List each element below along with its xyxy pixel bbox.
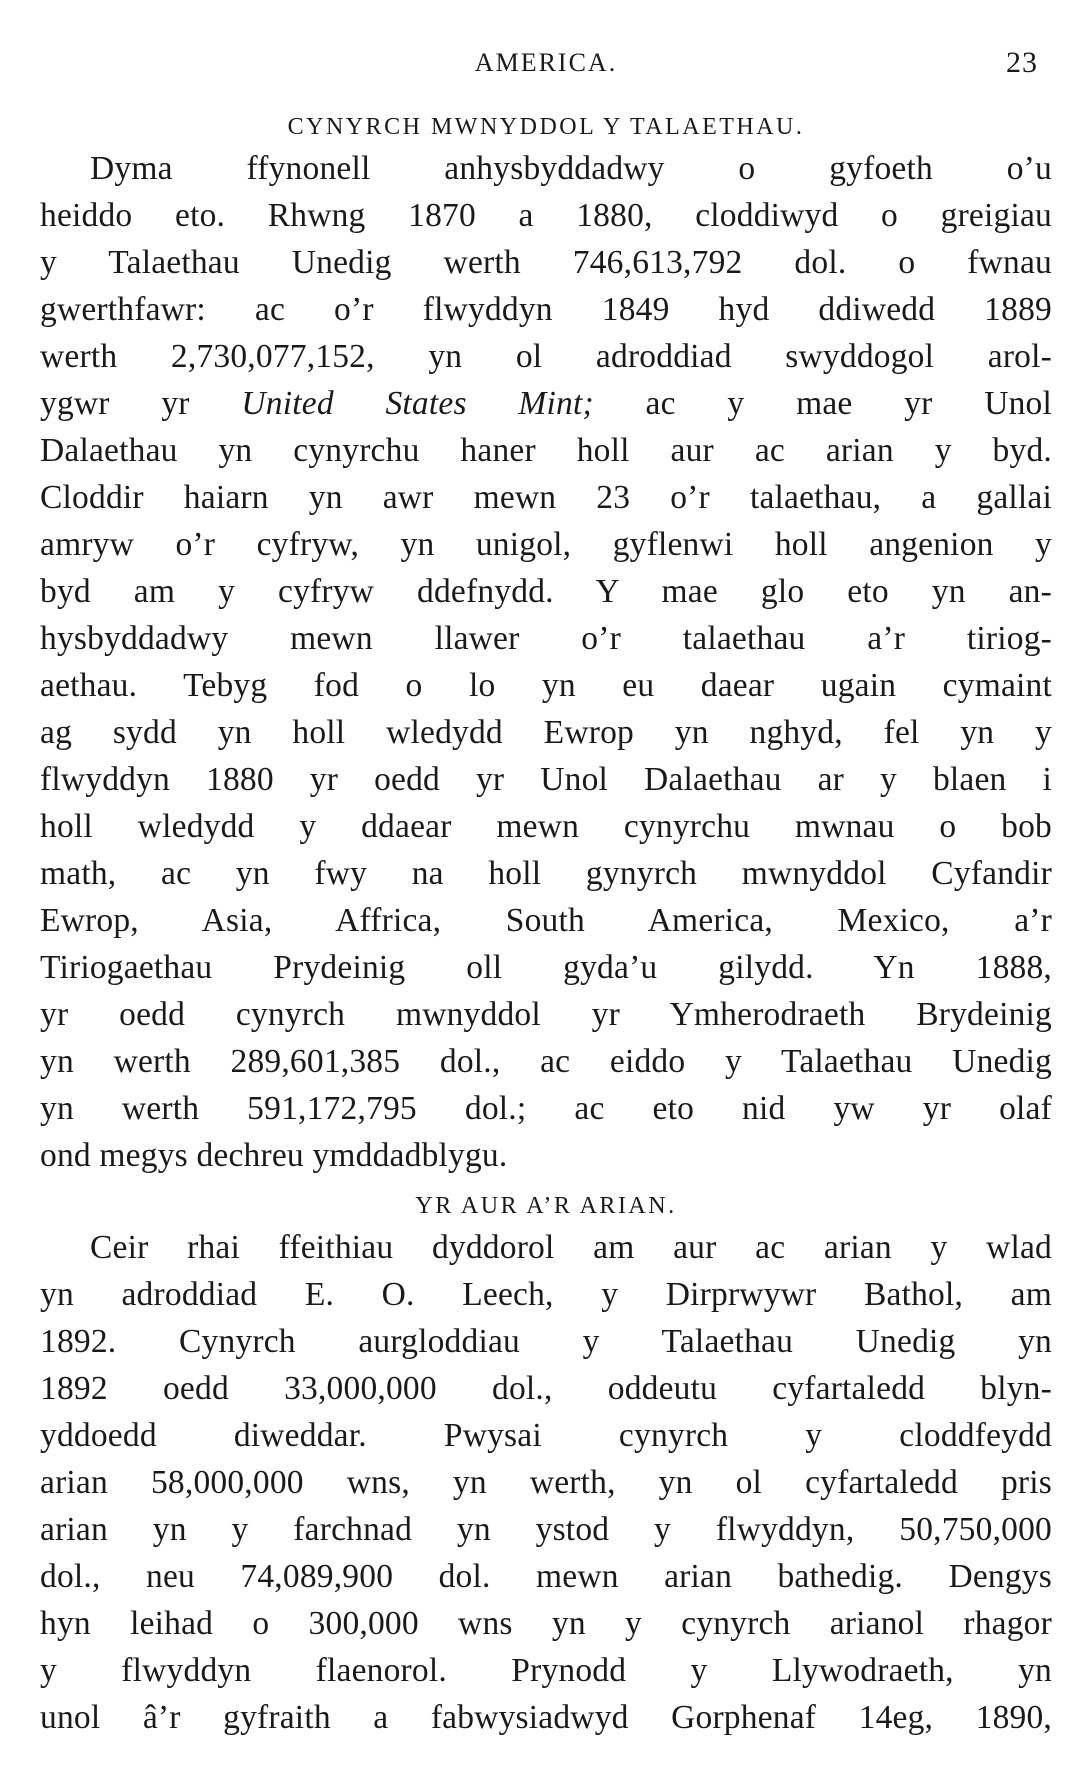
book-page [40,36,1052,1741]
page-number: 23 [1006,46,1038,79]
text-line: yn werth 289,601,385 dol., ac eiddo y Talaethau Unedig [40,1043,1052,1080]
text-line: yn werth 591,172,795 dol.; ac eto nid yw yr olaf [40,1090,1052,1127]
text-line: arian yn y farchnad yn ystod y flwyddyn, 50,750,000 [40,1511,1052,1548]
text-line: Tiriogaethau Prydeinig oll gyda’u gilydd. Yn 1888, [40,949,1052,986]
text-line: Cloddir haiarn yn awr mewn 23 o’r talaethau, a gallai [40,479,1052,516]
text-line: yr oedd cynyrch mwnyddol yr Ymherodraeth Brydeinig [40,996,1052,1033]
text-segment: ac y mae yr Unol [593,385,1052,422]
running-head [40,36,1052,86]
text-line: y flwyddyn flaenorol. Prynodd y Llywodraeth, yn [40,1652,1052,1689]
text-line: flwyddyn 1880 yr oedd yr Unol Dalaethau ar y blaen i [40,761,1052,798]
text-line: Dyma ffynonell anhysbyddadwy o gyfoeth o’u [90,150,1052,187]
text-line: ag sydd yn holl wledydd Ewrop yn nghyd, fel yn y [40,714,1052,751]
text-line: gwerthfawr: ac o’r flwyddyn 1849 hyd ddiwedd 1889 [40,291,1052,328]
running-title: AMERICA. [474,48,618,77]
text-line: hyn leihad o 300,000 wns yn y cynyrch arianol rhagor [40,1605,1052,1642]
text-line: unol â’r gyfraith a fabwysiadwyd Gorphenaf 14eg, 1890, [40,1699,1052,1736]
text-line: aethau. Tebyg fod o lo yn eu daear ugain cymaint [40,667,1052,704]
text-line: Ewrop, Asia, Affrica, South America, Mexico, a’r [40,902,1052,939]
text-line: Ceir rhai ffeithiau dyddorol am aur ac arian y wlad [90,1229,1052,1266]
paragraph-gold-silver [40,1224,1052,1741]
text-line [40,380,1052,427]
italic-title: United States Mint; [241,385,594,422]
section-heading-mineral-products: CYNYRCH MWNYDDOL Y TALAETHAU. [287,114,805,140]
text-segment: ygwr yr [40,385,242,422]
text-line: y Talaethau Unedig werth 746,613,792 dol. o fwnau [40,244,1052,281]
text-line: ond megys dechreu ymddadblygu. [40,1137,508,1174]
text-line: werth 2,730,077,152, yn ol adroddiad swyddogol arol- [40,338,1052,375]
text-line: 1892 oedd 33,000,000 dol., oddeutu cyfartaledd blyn- [40,1370,1052,1407]
paragraph-mineral-products [40,145,1052,1179]
text-line: yddoedd diweddar. Pwysai cynyrch y cloddfeydd [40,1417,1052,1454]
text-line: heiddo eto. Rhwng 1870 a 1880, cloddiwyd o greigiau [40,197,1052,234]
text-line: holl wledydd y ddaear mewn cynyrchu mwnau o bob [40,808,1052,845]
text-line: byd am y cyfryw ddefnydd. Y mae glo eto yn an- [40,573,1052,610]
section-heading-gold-silver: YR AUR A’R ARIAN. [415,1193,677,1219]
text-line: dol., neu 74,089,900 dol. mewn arian bathedig. Dengys [40,1558,1052,1595]
text-line: Dalaethau yn cynyrchu haner holl aur ac arian y byd. [40,432,1052,469]
text-line: arian 58,000,000 wns, yn werth, yn ol cyfartaledd pris [40,1464,1052,1501]
text-line: hysbyddadwy mewn llawer o’r talaethau a’r tiriog- [40,620,1052,657]
text-line: 1892. Cynyrch aurgloddiau y Talaethau Unedig yn [40,1323,1052,1360]
text-line: amryw o’r cyfryw, yn unigol, gyflenwi holl angenion y [40,526,1052,563]
text-line: math, ac yn fwy na holl gynyrch mwnyddol Cyfandir [40,855,1052,892]
text-line: yn adroddiad E. O. Leech, y Dirprwywr Bathol, am [40,1276,1052,1313]
